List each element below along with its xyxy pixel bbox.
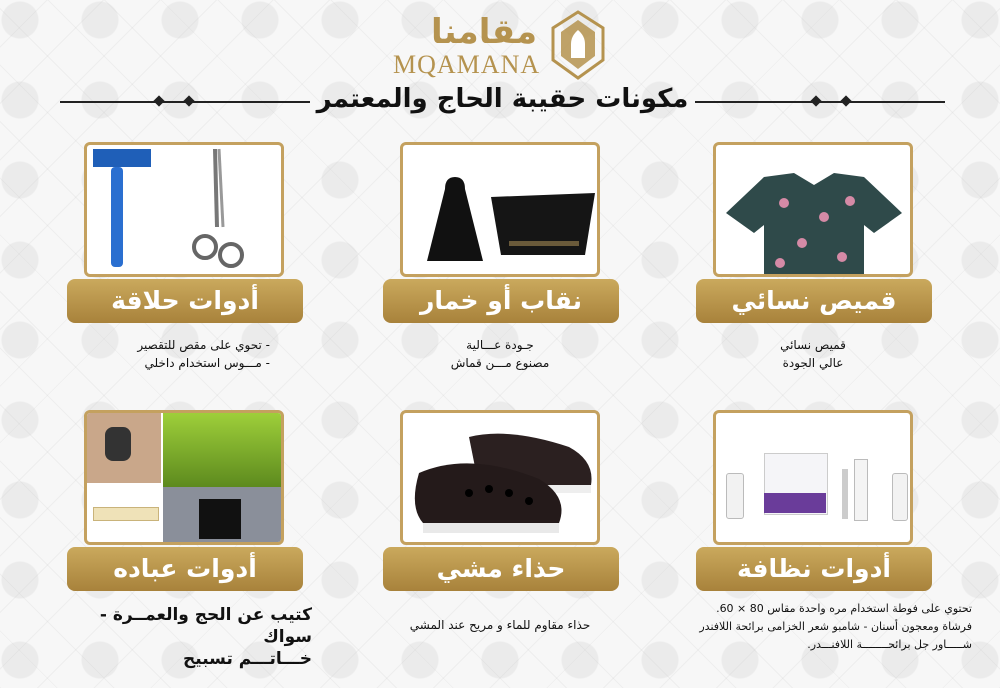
brand-logo	[385, 10, 615, 82]
desc-women-shirt	[713, 336, 913, 372]
banner-niqab: نقاب أو خمار	[383, 279, 619, 323]
desc-line: - مـــوس استخدام داخلي	[144, 356, 270, 370]
desc-hygiene-tools	[650, 600, 972, 654]
khimar-icon	[425, 175, 485, 265]
desc-worship-tools	[52, 604, 312, 670]
kaaba-icon	[199, 499, 241, 539]
desc-line: تحتوي على فوطة استخدام مره واحدة مقاس 80 × 60.	[716, 602, 972, 615]
desc-line: فرشاة ومعجون أسنان - شامبو شعر الخزامى برائحة اللافندر	[699, 620, 972, 633]
page-title: مكونات حقيبة الحاج والمعتمر	[316, 84, 689, 114]
ring-counter-icon	[105, 427, 131, 461]
scissors-icon	[187, 147, 247, 273]
desc-line: حذاء مقاوم للماء و مريح عند المشي	[409, 618, 591, 632]
razor-icon	[111, 167, 123, 267]
niqab-icon	[491, 193, 595, 259]
toothpaste-icon	[854, 459, 868, 521]
desc-line: عالي الجودة	[782, 356, 844, 370]
banner-hygiene-tools: أدوات نظافة	[696, 547, 932, 591]
lantern-icon	[547, 10, 609, 80]
clog-shoes-icon	[409, 427, 597, 539]
desc-line: خـــاتـــم تسبيح	[183, 649, 312, 669]
shirt-icon	[724, 173, 904, 277]
towel-pack-label	[764, 493, 826, 513]
desc-niqab	[400, 336, 600, 372]
brand-name-english: MQAMANA	[393, 50, 541, 79]
desc-line: شـــــاور جل برائحــــــــة اللافنـــدر.	[807, 638, 972, 651]
hygiene-tools-image	[713, 410, 913, 545]
brand-name-arabic: مقامنا	[431, 12, 537, 52]
banner-women-shirt: قميص نسائي	[696, 279, 932, 323]
title-row	[60, 84, 945, 114]
niqab-image	[400, 142, 600, 277]
banner-walking-shoes: حذاء مشي	[383, 547, 619, 591]
toothbrush-icon	[842, 469, 848, 519]
walking-shoes-image	[400, 410, 600, 545]
desc-walking-shoes	[390, 616, 610, 634]
shampoo-icon	[892, 473, 908, 521]
miswak-icon	[93, 507, 159, 521]
shaving-tools-image	[84, 142, 284, 277]
booklet-cover	[163, 413, 281, 487]
desc-shaving-tools	[60, 336, 270, 372]
desc-line: مصنوع مـــن قماش	[450, 356, 550, 370]
desc-line: قميص نسائي	[780, 338, 846, 352]
desc-line: كتيب عن الحج والعمــرة - سواك	[99, 605, 312, 647]
women-shirt-image	[713, 142, 913, 277]
divider-right	[695, 101, 945, 103]
tube-icon	[726, 473, 744, 519]
banner-worship-tools: أدوات عباده	[67, 547, 303, 591]
banner-shaving-tools: أدوات حلاقة	[67, 279, 303, 323]
razor-pack	[93, 149, 151, 167]
desc-line: - تحوي على مقص للتقصير	[137, 338, 270, 352]
worship-tools-image	[84, 410, 284, 545]
desc-line: جـودة عـــالية	[466, 338, 534, 352]
